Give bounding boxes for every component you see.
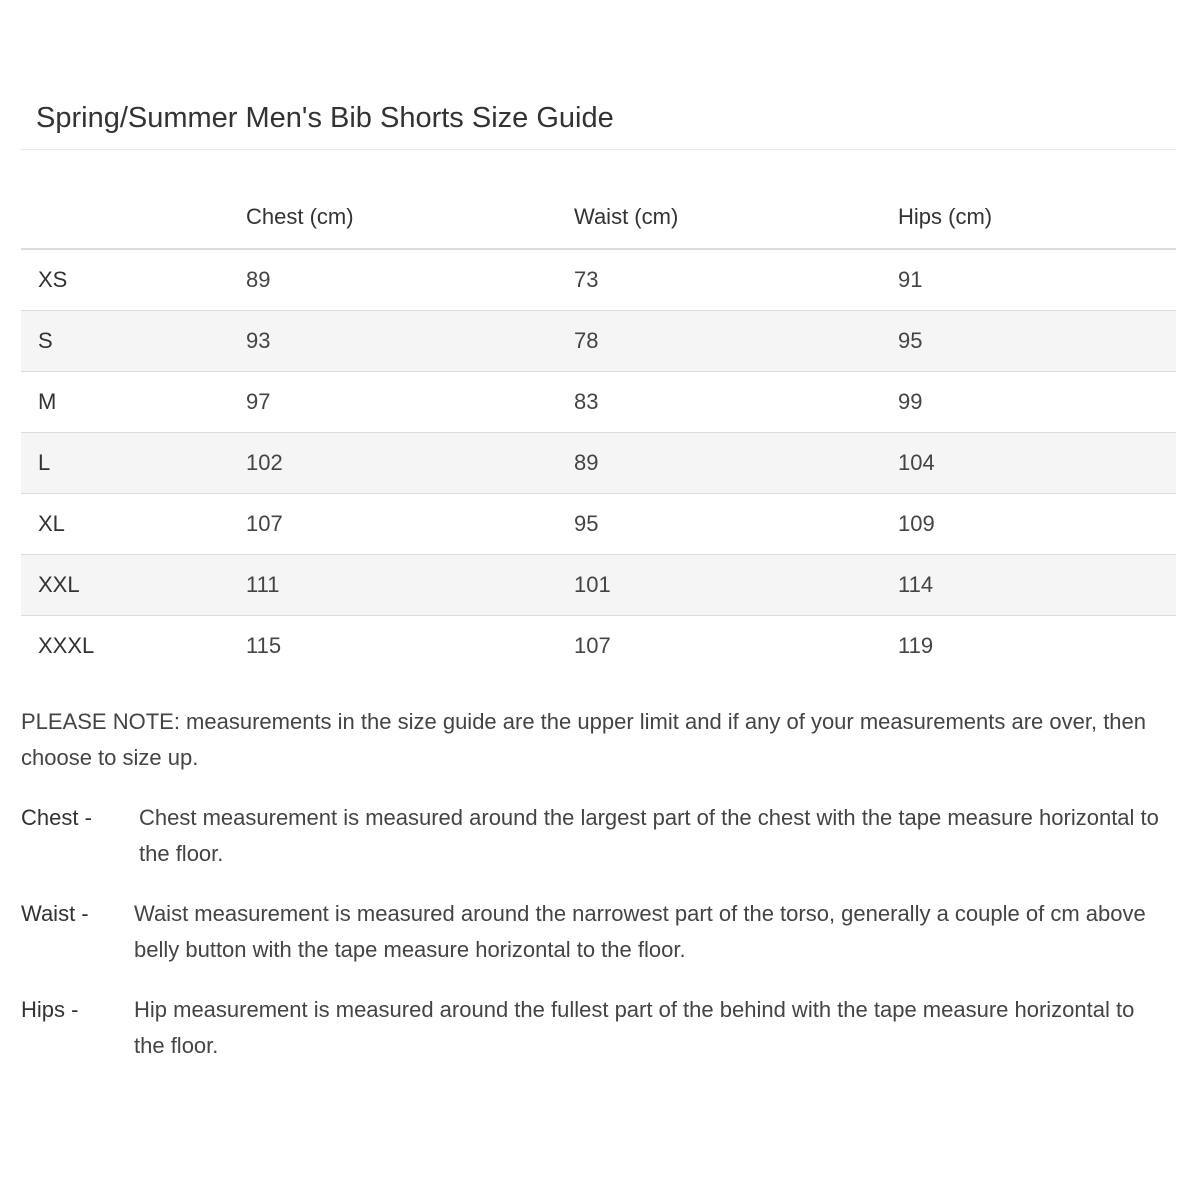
definition-text: Chest measurement is measured around the largest part of the chest with the tape measure horizontal to the floor. xyxy=(139,805,1159,866)
definition-term: Chest - xyxy=(21,805,92,830)
waist-value: 83 xyxy=(574,372,898,433)
chest-value: 107 xyxy=(246,494,574,555)
definition-chest xyxy=(21,800,1171,872)
table-row xyxy=(21,616,1176,677)
table-header-row xyxy=(21,186,1176,249)
waist-value: 107 xyxy=(574,633,611,658)
hips-value: 104 xyxy=(898,433,1176,494)
chest-value: 93 xyxy=(246,311,574,372)
waist-value: 95 xyxy=(574,494,898,555)
size-label: L xyxy=(21,433,246,494)
hips-value: 119 xyxy=(898,633,934,658)
waist-value: 101 xyxy=(574,555,898,616)
measurement-definitions xyxy=(21,800,1171,1088)
table-row xyxy=(21,249,1176,311)
table-row xyxy=(21,311,1176,372)
definition-term: Waist - xyxy=(21,901,89,926)
size-label: XS xyxy=(21,249,246,311)
header-size xyxy=(21,186,246,249)
size-label: M xyxy=(21,372,246,433)
size-label: XXXL xyxy=(38,633,95,658)
hips-value: 99 xyxy=(898,372,1176,433)
hips-value: 109 xyxy=(898,494,1176,555)
chest-value: 102 xyxy=(246,433,574,494)
chest-value: 115 xyxy=(246,633,282,658)
size-note: PLEASE NOTE: measurements in the size guide are the upper limit and if any of your measurements are over, then choose to size up. xyxy=(21,709,1147,770)
title-divider xyxy=(21,149,1176,150)
header-chest: Chest (cm) xyxy=(246,186,574,249)
definition-term: Hips - xyxy=(21,997,79,1022)
definition-text: Hip measurement is measured around the fullest part of the behind with the tape measure horizontal to the floor. xyxy=(134,997,1135,1058)
size-label: XL xyxy=(21,494,246,555)
hips-value: 114 xyxy=(898,555,1176,616)
size-label: S xyxy=(21,311,246,372)
table-row xyxy=(21,433,1176,494)
definition-hips xyxy=(21,992,1171,1064)
definition-waist xyxy=(21,896,1171,968)
waist-value: 89 xyxy=(574,433,898,494)
hips-value: 95 xyxy=(898,311,1176,372)
header-hips: Hips (cm) xyxy=(898,186,1176,249)
waist-value: 73 xyxy=(574,249,898,311)
size-table xyxy=(21,186,1176,676)
table-row xyxy=(21,555,1176,616)
definition-text: Waist measurement is measured around the narrowest part of the torso, generally a couple of cm above belly button with the tape measure horizontal to the floor. xyxy=(134,901,1146,962)
hips-value: 91 xyxy=(898,249,1176,311)
waist-value: 78 xyxy=(574,311,898,372)
size-label: XXL xyxy=(21,555,246,616)
table-row xyxy=(21,494,1176,555)
chest-value: 97 xyxy=(246,372,574,433)
page-title: Spring/Summer Men's Bib Shorts Size Guide xyxy=(36,102,614,134)
table-row xyxy=(21,372,1176,433)
chest-value: 111 xyxy=(246,555,574,616)
header-waist: Waist (cm) xyxy=(574,186,898,249)
chest-value: 89 xyxy=(246,249,574,311)
